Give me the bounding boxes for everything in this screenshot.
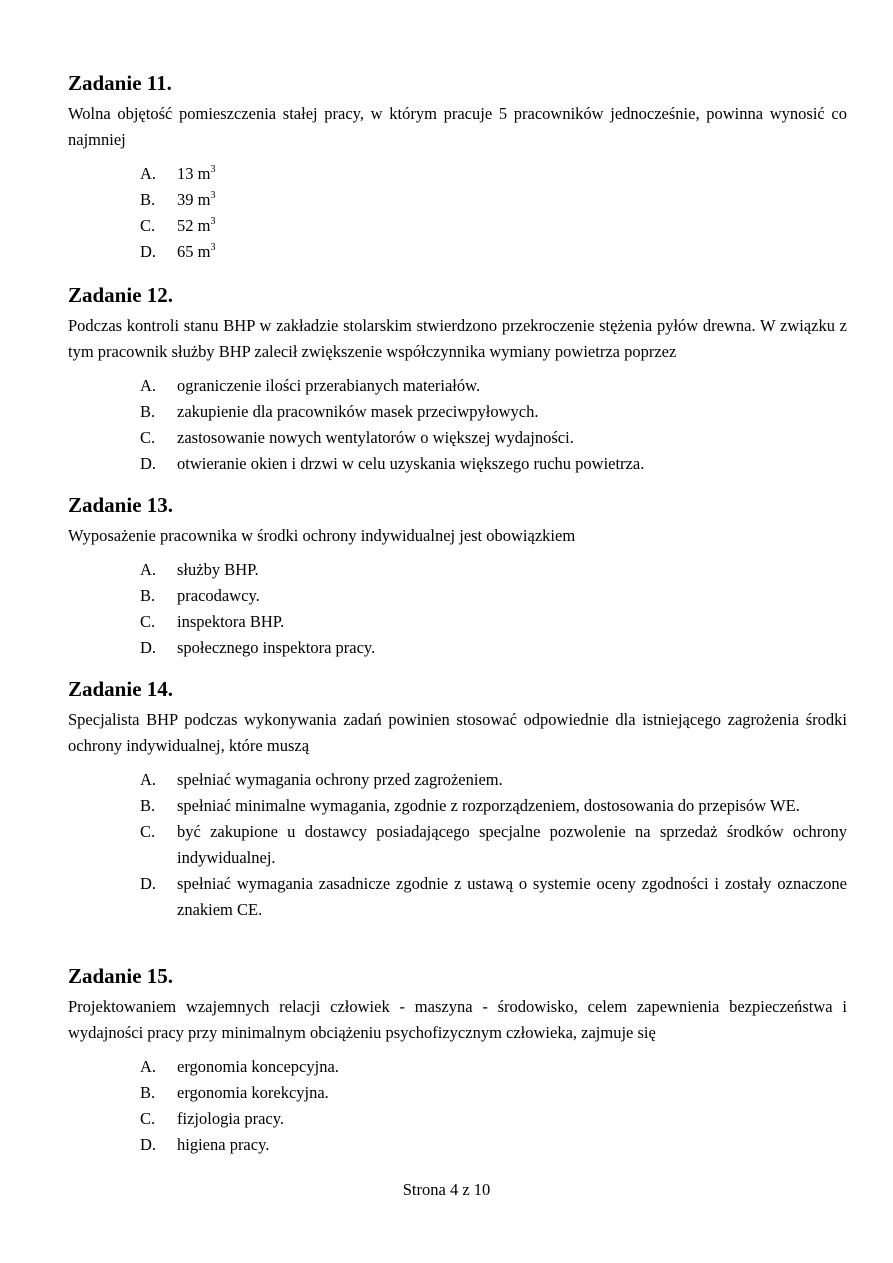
answer-option-c xyxy=(68,609,847,635)
option-letter: B. xyxy=(140,402,156,421)
answer-option-d xyxy=(68,871,847,923)
answer-option-a xyxy=(68,161,847,187)
option-text: fizjologia pracy. xyxy=(177,1109,285,1128)
option-superscript: 3 xyxy=(210,190,216,201)
option-letter: C. xyxy=(140,216,156,235)
task-title: Zadanie 15. xyxy=(68,964,174,988)
task-question: Wolna objętość pomieszczenia stałej pracy, w którym pracuje 5 pracowników jednocześnie, powinna wynosić co najmniej xyxy=(68,104,847,149)
option-text: społecznego inspektora pracy. xyxy=(177,638,376,657)
option-text: 39 m xyxy=(177,190,211,209)
option-letter: B. xyxy=(140,1083,156,1102)
option-letter: B. xyxy=(140,190,156,209)
answer-option-a xyxy=(68,557,847,583)
option-letter: C. xyxy=(140,612,156,631)
answer-option-c xyxy=(68,213,847,239)
answer-option-d xyxy=(68,1132,847,1158)
answer-option-d xyxy=(68,239,847,265)
option-letter: A. xyxy=(140,560,157,579)
answer-options xyxy=(68,373,847,477)
option-text: spełniać wymagania zasadnicze zgodnie z ustawą o systemie oceny zgodności i zostały oznaczone znakiem CE. xyxy=(177,874,847,919)
answer-option-c xyxy=(68,1106,847,1132)
answer-option-a xyxy=(68,1054,847,1080)
task-question: Specjalista BHP podczas wykonywania zadań powinien stosować odpowiednie dla istniejącego zagrożenia środki ochrony indywidualnej, które muszą xyxy=(68,710,847,755)
option-letter: D. xyxy=(140,874,157,893)
option-text: być zakupione u dostawcy posiadającego specjalne pozwolenie na sprzedaż środków ochrony indywidualnej. xyxy=(177,822,847,867)
option-text: inspektora BHP. xyxy=(177,612,285,631)
option-text: 65 m xyxy=(177,242,211,261)
task-13 xyxy=(68,493,847,661)
answer-options xyxy=(68,1054,847,1158)
answer-option-b xyxy=(68,187,847,213)
task-title: Zadanie 12. xyxy=(68,283,174,307)
option-text: otwieranie okien i drzwi w celu uzyskania większego ruchu powietrza. xyxy=(177,454,645,473)
option-superscript: 3 xyxy=(210,242,216,253)
answer-option-d xyxy=(68,451,847,477)
option-text: higiena pracy. xyxy=(177,1135,270,1154)
answer-option-d xyxy=(68,635,847,661)
option-letter: C. xyxy=(140,822,156,841)
answer-options xyxy=(68,161,847,265)
option-superscript: 3 xyxy=(210,164,216,175)
task-question: Podczas kontroli stanu BHP w zakładzie stolarskim stwierdzono przekroczenie stężenia pyłów drewna. W związku z tym pracownik służby BHP zalecił zwiększenie współczynnika wymiany powietrza poprzez xyxy=(68,316,847,361)
option-text: pracodawcy. xyxy=(177,586,260,605)
option-letter: A. xyxy=(140,376,157,395)
option-letter: C. xyxy=(140,428,156,447)
task-14 xyxy=(68,677,847,923)
option-text: ergonomia korekcyjna. xyxy=(177,1083,329,1102)
option-text: 13 m xyxy=(177,164,211,183)
answer-options xyxy=(68,557,847,661)
answer-option-b xyxy=(68,793,847,819)
answer-option-b xyxy=(68,1080,847,1106)
answer-option-b xyxy=(68,583,847,609)
option-text: 52 m xyxy=(177,216,211,235)
task-question: Projektowaniem wzajemnych relacji człowiek - maszyna - środowisko, celem zapewnienia bezpieczeństwa i wydajności pracy przy minimalnym obciążeniu psychofizycznym człowieka, zajmuje się xyxy=(68,997,847,1042)
task-11 xyxy=(68,71,847,265)
option-text: spełniać minimalne wymagania, zgodnie z rozporządzeniem, dostosowania do przepisów WE. xyxy=(177,796,800,815)
task-title: Zadanie 11. xyxy=(68,71,172,95)
answer-options xyxy=(68,767,847,923)
answer-option-c xyxy=(68,425,847,451)
option-letter: D. xyxy=(140,454,157,473)
option-letter: B. xyxy=(140,586,156,605)
option-letter: C. xyxy=(140,1109,156,1128)
task-title: Zadanie 13. xyxy=(68,493,174,517)
task-title: Zadanie 14. xyxy=(68,677,174,701)
option-letter: D. xyxy=(140,638,157,657)
option-letter: D. xyxy=(140,1135,157,1154)
answer-option-c xyxy=(68,819,847,871)
answer-option-b xyxy=(68,399,847,425)
option-letter: D. xyxy=(140,242,157,261)
option-text: ergonomia koncepcyjna. xyxy=(177,1057,339,1076)
answer-option-a xyxy=(68,767,847,793)
option-text: zastosowanie nowych wentylatorów o większej wydajności. xyxy=(177,428,574,447)
option-text: zakupienie dla pracowników masek przeciwpyłowych. xyxy=(177,402,539,421)
page-number: Strona 4 z 10 xyxy=(402,1180,491,1199)
option-letter: B. xyxy=(140,796,156,815)
option-letter: A. xyxy=(140,1057,157,1076)
option-superscript: 3 xyxy=(210,216,216,227)
task-question: Wyposażenie pracownika w środki ochrony indywidualnej jest obowiązkiem xyxy=(68,526,576,545)
option-letter: A. xyxy=(140,164,157,183)
option-text: służby BHP. xyxy=(177,560,259,579)
option-letter: A. xyxy=(140,770,157,789)
task-12 xyxy=(68,283,847,477)
option-text: spełniać wymagania ochrony przed zagrożeniem. xyxy=(177,770,503,789)
answer-option-a xyxy=(68,373,847,399)
option-text: ograniczenie ilości przerabianych materiałów. xyxy=(177,376,481,395)
task-15 xyxy=(68,964,847,1158)
